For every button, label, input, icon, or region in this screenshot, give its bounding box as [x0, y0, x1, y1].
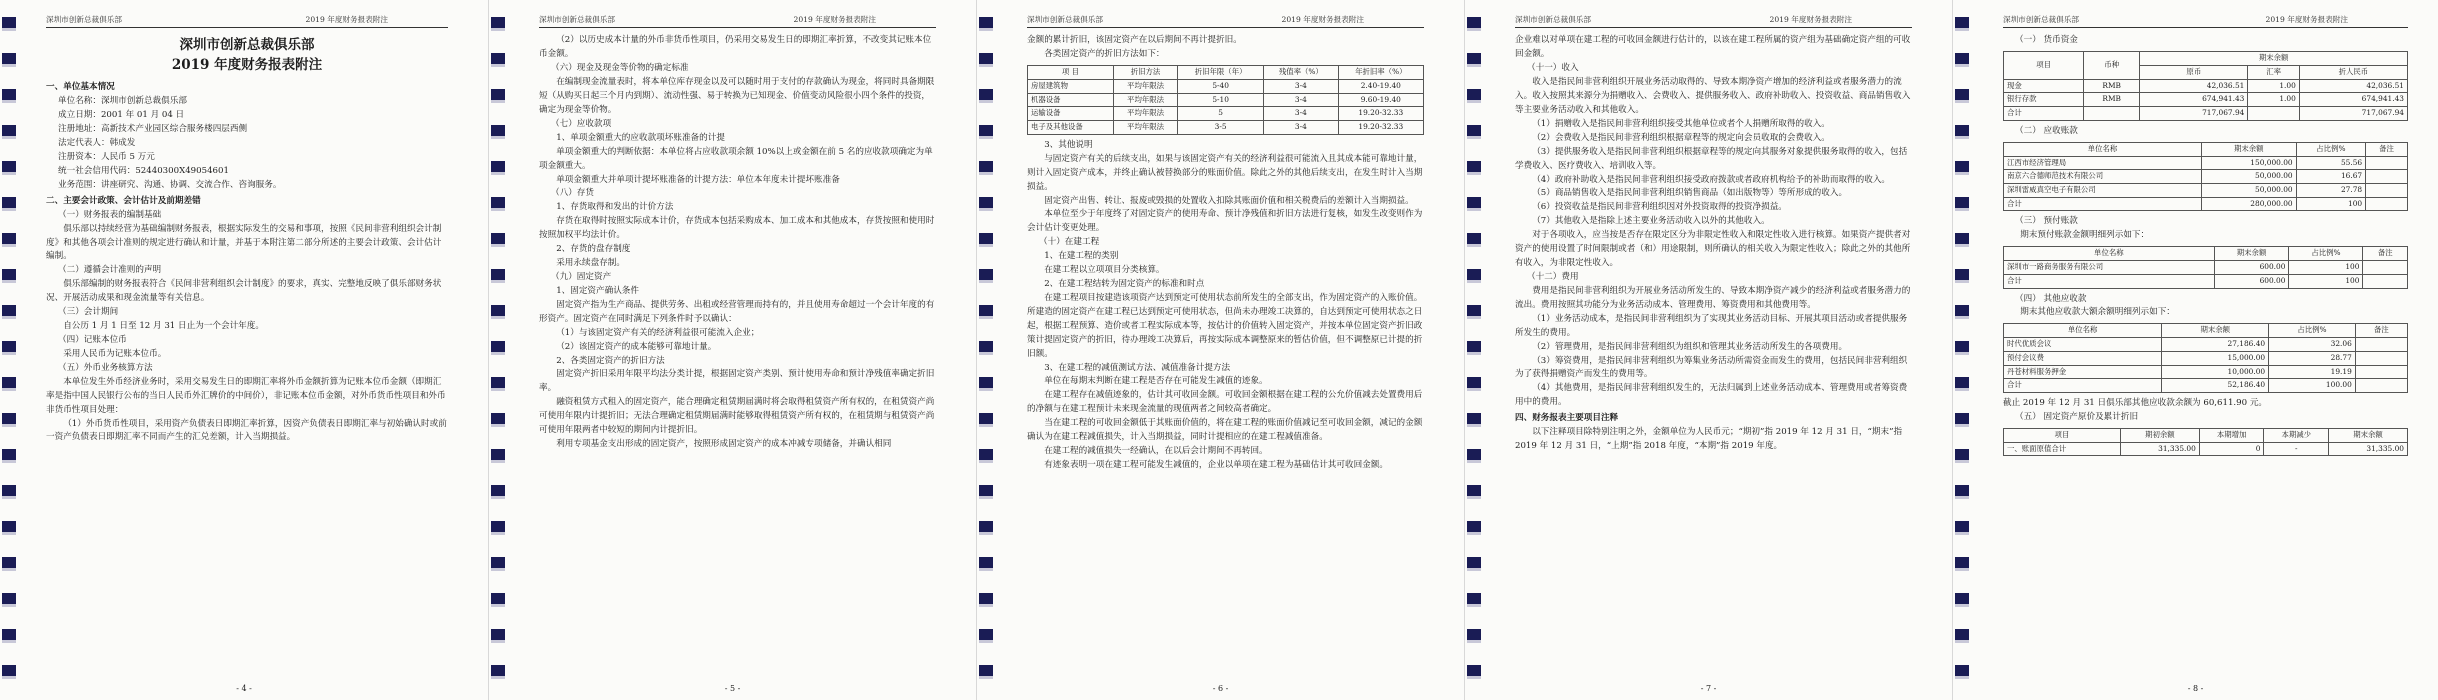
table-header-cell: 期末余额	[2329, 428, 2408, 442]
paragraph: 各类固定资产的折旧方法如下：	[1044, 49, 1165, 60]
table-row	[2004, 442, 2408, 456]
table-cell	[2355, 365, 2407, 379]
table-row	[2004, 261, 2408, 275]
table-header-cell: 期初余额	[2120, 428, 2199, 442]
info-line: 注册资本：人民币 5 万元	[58, 152, 155, 163]
table-cell: 150,000.00	[2201, 156, 2296, 170]
paragraph: 对于各项收入，应当按是否存在限定区分为非限定性收入和限定性收入进行核算。如果资产提供者对资产的使用设置了时间限制或者（和）用途限制，则所确认的相关收入为限定性收入；除此之外的其他所有收入，为非限定性收入。	[1515, 230, 1911, 269]
table-header-cell: 本期增加	[2199, 428, 2264, 442]
table-row	[2004, 379, 2408, 393]
table-row	[2004, 107, 2408, 121]
section-heading: 二、主要会计政策、会计估计及前期差错	[46, 195, 201, 206]
table-cell: 5-40	[1178, 79, 1264, 93]
paragraph: （2）会费收入是指民间非营利组织根据章程等的规定向会员收取的会费收入。	[1532, 132, 1830, 143]
table-cell: 55.56	[2296, 156, 2366, 170]
page-number: - 5 -	[724, 684, 741, 694]
binding-holes	[1467, 8, 1481, 692]
paragraph: 单项金额重大的判断依据：本单位将占应收款项余额 10%以上或金额在前 5 名的应收款项确定为单项金额重大。	[539, 146, 933, 171]
paragraph: 本单位至少于年度终了对固定资产的使用寿命、预计净残值和折旧方法进行复核，如发生改变则作为会计估计变更处理。	[1027, 209, 1423, 234]
document-page-8	[1952, 0, 2438, 700]
header-doc: 2019 年度财务报表附注	[793, 15, 876, 24]
table-header-row	[2004, 247, 2408, 261]
table-cell: 2.40-19.40	[1338, 79, 1423, 93]
table-cell: 丹苍材料服务押金	[2004, 365, 2162, 379]
table-cell: 42,036.51	[2140, 79, 2248, 93]
paragraph: 在建工程以立项项目分类核算。	[1044, 265, 1165, 276]
table-cell: 280,000.00	[2201, 197, 2296, 211]
table-cell: 深圳雷威真空电子有限公司	[2004, 184, 2202, 198]
paragraph: （2）管理费用，是指民间非营利组织为组织和管理其业务活动所发生的各项费用。	[1532, 341, 1848, 352]
table-cell: 100.00	[2269, 379, 2356, 393]
receivables-table	[2003, 142, 2408, 212]
info-line: 统一社会信用代码：52440300X49054601	[58, 165, 229, 176]
subsection-heading: （四） 其他应收款	[2015, 293, 2087, 304]
subsection-heading: （五） 固定资产原价及累计折旧	[2015, 411, 2139, 422]
header-org: 深圳市创新总裁俱乐部	[539, 15, 615, 24]
paragraph: 3、在建工程的减值测试方法、减值准备计提方法	[1044, 362, 1231, 373]
table-header-cell: 折旧年限（年）	[1178, 66, 1264, 80]
info-line: 法定代表人：韩成发	[58, 138, 136, 149]
cash-table	[2003, 51, 2408, 121]
paragraph: 采用永续盘存制。	[556, 258, 625, 269]
paragraph: 固定资产指为生产商品、提供劳务、出租或经营管理而持有的，并且使用寿命超过一个会计年度的有形资产。固定资产在同时满足下列条件时予以确认：	[539, 299, 935, 324]
table-row	[1028, 121, 1424, 135]
table-cell: 42,036.51	[2299, 79, 2407, 93]
paragraph: （2）该固定资产的成本能够可靠地计量。	[556, 341, 717, 352]
header-org: 深圳市创新总裁俱乐部	[2003, 15, 2079, 24]
subsection-heading: （四）记账本位币	[58, 335, 127, 346]
table-cell: 一、账面原值合计	[2004, 442, 2121, 456]
subsection-heading: （十）在建工程	[1039, 237, 1100, 248]
table-cell: 房屋建筑物	[1028, 79, 1114, 93]
paragraph: 在建工程项目按建造该项资产达到预定可使用状态前所发生的全部支出，作为固定资产的入账价值。所建造的固定资产在建工程已达到预定可使用状态，但尚未办理竣工决算的，自达到预定可使用状态之日起，根据工程预算、造价或者工程实际成本等，按估计的价值转入固定资产，并按本单位固定资产折旧政策计提固定资产的折旧，待办理竣工决算后，再按实际成本调整原来的暂估价值，但不调整原已计提的折旧额。	[1027, 292, 1423, 359]
table-cell: 合计	[2004, 379, 2162, 393]
paragraph: 期末其他应收款大额余额明细列示如下：	[2020, 307, 2175, 318]
header-doc: 2019 年度财务报表附注	[1281, 15, 1364, 24]
page-header	[2003, 14, 2408, 28]
paragraph: 1、单项金额重大的应收款项坏账准备的计提	[556, 132, 725, 143]
title-line2: 2019 年度财务报表附注	[171, 56, 323, 73]
subsection-heading: （三）会计期间	[58, 307, 119, 318]
table-header-cell: 折旧方法	[1113, 66, 1177, 80]
header-org: 深圳市创新总裁俱乐部	[46, 15, 122, 24]
table-cell: 5	[1178, 107, 1264, 121]
document-page-6	[976, 0, 1464, 700]
paragraph: （3）筹资费用，是指民间非营利组织为筹集业务活动所需资金而发生的费用，包括民间非营利组织为了获得捐赠资产而发生的费用等。	[1515, 355, 1908, 380]
subsection-heading: （一）财务报表的编制基础	[58, 209, 162, 220]
paragraph: 俱乐部编制的财务报表符合《民间非营利组织会计制度》的要求，真实、完整地反映了俱乐部财务状况、开展活动成果和现金流量等有关信息。	[46, 279, 442, 304]
table-cell: RMB	[2084, 79, 2140, 93]
paragraph: 固定资产折旧采用年限平均法分类计提，根据固定资产类别、预计使用寿命和预计净残值率确定折旧率。	[539, 369, 935, 394]
table-header-cell: 备注	[2366, 142, 2408, 156]
table-header-cell: 单位名称	[2004, 324, 2162, 338]
table-header-cell: 备注	[2363, 247, 2408, 261]
paragraph: 期末预付账款金额明细列示如下：	[2020, 230, 2150, 241]
table-cell	[2366, 184, 2408, 198]
paragraph: 存货在取得时按照实际成本计价，存货成本包括采购成本、加工成本和其他成本，存货按照和使用时按照加权平均法计价。	[539, 216, 935, 241]
subsection-heading: （六）现金及现金等价物的确定标准	[551, 63, 689, 74]
table-header-cell: 备注	[2355, 324, 2407, 338]
table-cell	[2366, 156, 2408, 170]
table-header-cell: 本期减少	[2264, 428, 2329, 442]
paragraph: 1、在建工程的类别	[1044, 251, 1119, 262]
table-cell: 100	[2289, 261, 2363, 275]
paragraph: 2、各类固定资产的折旧方法	[556, 355, 665, 366]
table-cell	[2355, 379, 2407, 393]
table-cell: 南京六合德师范技术有限公司	[2004, 170, 2202, 184]
table-cell: 3-4	[1264, 107, 1339, 121]
paragraph: 利用专项基金支出形成的固定资产，按照形成固定资产的成本冲减专项储备，并确认相同	[556, 439, 892, 450]
table-cell: 52,186.40	[2162, 379, 2269, 393]
table-cell: 28.77	[2269, 351, 2356, 365]
table-header-cell: 原币	[2140, 65, 2248, 79]
table-header-cell: 币种	[2084, 52, 2140, 79]
table-cell: 717,067.94	[2140, 107, 2248, 121]
paragraph: 在编制现金流量表时，将本单位库存现金以及可以随时用于支付的存款确认为现金，将同时具备期限短（从购买日起三个月内到期）、流动性强、易于转换为已知现金、价值变动风险很小四个条件的投资，确定为现金等价物。	[539, 77, 935, 115]
paragraph: 当在建工程的可收回金额低于其账面价值的，将在建工程的账面价值减记至可收回金额，减记的金额确认为在建工程减值损失，计入当期损益，同时计提相应的在建工程减值准备。	[1027, 418, 1423, 443]
paragraph: （7）其他收入是指除上述主要业务活动收入以外的其他收入。	[1532, 216, 1770, 227]
table-header-cell: 占比例%	[2296, 142, 2366, 156]
page-header	[539, 14, 936, 28]
table-cell: 平均年限法	[1113, 107, 1177, 121]
paragraph: （4）其他费用，是指民间非营利组织发生的，无法归属到上述业务活动成本、管理费用或者筹资费用中的费用。	[1515, 383, 1908, 408]
table-row	[2004, 351, 2408, 365]
table-cell: 100	[2296, 197, 2366, 211]
table-cell: 10,000.00	[2162, 365, 2269, 379]
table-cell: 3-4	[1264, 121, 1339, 135]
paragraph: 企业难以对单项在建工程的可收回金额进行估计的，以该在建工程所属的资产组为基础确定资产组的可收回金额。	[1515, 35, 1911, 60]
table-cell: 运输设备	[1028, 107, 1114, 121]
document-page-4	[0, 0, 488, 700]
paragraph: （1）外币货币性项目，采用资产负债表日即期汇率折算，因资产负债表日即期汇率与初始确认时或前一资产负债表日即期汇率不同而产生的汇兑差额，计入当期损益。	[46, 418, 447, 443]
table-cell: 50,000.00	[2201, 170, 2296, 184]
document-page-5	[488, 0, 976, 700]
paragraph: 金额的累计折旧，该固定资产在以后期间不再计提折旧。	[1027, 35, 1242, 46]
page-number: - 4 -	[236, 684, 252, 694]
table-header-cell: 汇率	[2248, 65, 2299, 79]
paragraph: 1、存货取得和发出的计价方法	[556, 202, 674, 213]
table-cell: 合计	[2004, 107, 2084, 121]
subsection-heading: （七）应收款项	[551, 118, 612, 129]
table-cell	[2366, 197, 2408, 211]
table-header-row	[2004, 428, 2408, 442]
table-cell: 31,335.00	[2120, 442, 2199, 456]
table-header-cell: 项目	[2004, 52, 2084, 79]
table-row	[2004, 274, 2408, 288]
table-header-cell: 单位名称	[2004, 142, 2202, 156]
page-header	[1027, 14, 1424, 28]
paragraph: （6）投资收益是指民间非营利组织因对外投资取得的投资净损益。	[1532, 202, 1787, 213]
table-header-row	[2004, 142, 2408, 156]
table-cell: 时代优质会议	[2004, 338, 2162, 352]
table-header-cell: 期末余额	[2201, 142, 2296, 156]
paragraph: 截止 2019 年 12 月 31 日俱乐部其他应收款余额为 60,611.90 元。	[2003, 398, 2268, 409]
table-row	[2004, 197, 2408, 211]
table-cell: 19.20-32.33	[1338, 121, 1423, 135]
document-page-7	[1464, 0, 1952, 700]
fixed-assets-table	[2003, 428, 2408, 456]
table-cell: 19.19	[2269, 365, 2356, 379]
table-cell: 平均年限法	[1113, 121, 1177, 135]
table-cell	[2355, 351, 2407, 365]
table-row	[2004, 338, 2408, 352]
table-header-cell: 项 目	[1028, 66, 1114, 80]
table-header-cell: 期末余额	[2214, 247, 2289, 261]
table-cell	[2366, 170, 2408, 184]
table-cell: 27.78	[2296, 184, 2366, 198]
table-header-cell: 期末余额	[2162, 324, 2269, 338]
subsection-heading: （五）外币业务核算方法	[58, 362, 153, 373]
table-cell: 31,335.00	[2329, 442, 2408, 456]
subsection-heading: （二）遵循会计准则的声明	[58, 265, 162, 276]
table-cell: 机器设备	[1028, 93, 1114, 107]
table-cell: 100	[2289, 274, 2363, 288]
table-row	[2004, 93, 2408, 107]
binding-holes	[491, 8, 505, 692]
table-cell	[2084, 107, 2140, 121]
page-number: - 8 -	[2187, 684, 2204, 694]
binding-holes	[2, 8, 16, 692]
table-cell	[2363, 274, 2408, 288]
table-cell: 16.67	[2296, 170, 2366, 184]
depreciation-table	[1027, 65, 1424, 135]
table-row	[2004, 184, 2408, 198]
paragraph: （4）政府补助收入是指民间非营利组织接受政府拨款或者政府机构给予的补助而取得的收入。	[1532, 174, 1891, 185]
table-cell: 0	[2199, 442, 2264, 456]
table-cell: 合计	[2004, 274, 2215, 288]
paragraph: 2、在建工程结转为固定资产的标准和时点	[1044, 279, 1205, 290]
table-cell: 现金	[2004, 79, 2084, 93]
header-org: 深圳市创新总裁俱乐部	[1027, 15, 1103, 24]
info-line: 单位名称：深圳市创新总裁俱乐部	[58, 96, 187, 107]
table-cell: 717,067.94	[2299, 107, 2407, 121]
table-cell: 27,186.40	[2162, 338, 2269, 352]
table-header-row	[2004, 324, 2408, 338]
table-header-cell: 期末余额	[2140, 52, 2408, 66]
page-header	[46, 14, 448, 28]
table-header-cell: 年折旧率（%）	[1338, 66, 1423, 80]
paragraph: 与固定资产有关的后续支出，如果与该固定资产有关的经济利益很可能流入且其成本能可靠地计量，则计入固定资产成本，并终止确认被替换部分的账面价值。除此之外的其他后续支出，在发生时计入当期损益。	[1027, 153, 1423, 192]
section-heading: 四、财务报表主要项目注释	[1515, 413, 1619, 424]
paragraph: 本单位发生外币经济业务时，采用交易发生日的即期汇率将外币金额折算为记账本位币金额（即期汇率是指中国人民银行公布的当日人民币外汇牌价的中间价），非记账本位币金额，对外币货币性项目和外币非货币性项目处理：	[46, 376, 446, 415]
paragraph: 自公历 1 月 1 日至 12 月 31 日止为一个会计年度。	[63, 321, 264, 332]
table-cell: -	[2264, 442, 2329, 456]
title-line1: 深圳市创新总裁俱乐部	[179, 37, 315, 54]
paragraph: 有迹象表明一项在建工程可能发生减值的，企业以单项在建工程为基础估计其可收回金额。	[1044, 460, 1388, 471]
table-cell	[2363, 261, 2408, 275]
paragraph: 固定资产出售、转让、报废或毁损的处置收入扣除其账面价值和相关税费后的差额计入当期损益。	[1044, 195, 1414, 206]
table-cell: 1.00	[2248, 93, 2299, 107]
info-line: 注册地址：高新技术产业园区综合服务楼四层西侧	[58, 124, 248, 135]
table-cell: 电子及其他设备	[1028, 121, 1114, 135]
table-cell: 5-10	[1178, 93, 1264, 107]
paragraph: （1）与该固定资产有关的经济利益很可能流入企业；	[556, 327, 760, 338]
table-row	[2004, 156, 2408, 170]
table-cell: 平均年限法	[1113, 79, 1177, 93]
binding-holes	[979, 8, 993, 692]
table-cell: 9.60-19.40	[1338, 93, 1423, 107]
other-receivables-table	[2003, 323, 2408, 393]
paragraph: 单位在每期末判断在建工程是否存在可能发生减值的迹象。	[1044, 376, 1268, 387]
table-header-cell: 项目	[2004, 428, 2121, 442]
binding-holes	[1955, 8, 1969, 692]
paragraph: 在建工程存在减值迹象的，估计其可收回金额。可收回金额根据在建工程的公允价值减去处置费用后的净额与在建工程预计未来现金流量的现值两者之间较高者确定。	[1027, 390, 1423, 415]
header-org: 深圳市创新总裁俱乐部	[1515, 15, 1591, 24]
info-line: 成立日期：2001 年 01 月 04 日	[58, 110, 185, 121]
info-line: 业务范围：讲座研究、沟通、协调、交流合作、咨询服务。	[58, 179, 282, 190]
header-doc: 2019 年度财务报表附注	[2265, 15, 2348, 24]
table-cell: 32.06	[2269, 338, 2356, 352]
table-row	[2004, 79, 2408, 93]
subsection-heading: （十二）费用	[1527, 271, 1579, 282]
paragraph: 单项金额重大并单项计提坏账准备的计提方法：单位本年度未计提坏账准备	[556, 174, 840, 185]
table-cell: 3-5	[1178, 121, 1264, 135]
paragraph: 3、其他说明	[1044, 139, 1093, 150]
paragraph: 费用是指民间非营利组织为开展业务活动所发生的、导致本期净资产减少的经济利益或者服务潜力的流出。费用按照其功能分为业务活动成本、管理费用、筹资费用和其他费用等。	[1515, 285, 1911, 310]
table-header-row	[2004, 52, 2408, 66]
table-cell: 3-4	[1264, 93, 1339, 107]
section-heading: 一、单位基本情况	[46, 82, 115, 93]
paragraph: 以下注释项目除特别注明之外，金额单位为人民币元；“期初”指 2019 年 12 月 31 日，“期末”指 2019 年 12 月 31 日，“上期”指 2018 年度，“本期”指 2019 年度。	[1515, 427, 1903, 452]
table-header-cell: 单位名称	[2004, 247, 2215, 261]
header-doc: 2019 年度财务报表附注	[305, 15, 388, 24]
table-cell	[2355, 338, 2407, 352]
page-number: - 7 -	[1700, 684, 1717, 694]
table-header-row	[1028, 66, 1424, 80]
table-cell	[2248, 107, 2299, 121]
paragraph: 2、存货的盘存制度	[556, 244, 631, 255]
table-cell: 平均年限法	[1113, 93, 1177, 107]
table-row	[2004, 170, 2408, 184]
table-cell: 3-4	[1264, 79, 1339, 93]
page-header	[1515, 14, 1912, 28]
table-cell: 50,000.00	[2201, 184, 2296, 198]
paragraph: （2）以历史成本计量的外币非货币性项目，仍采用交易发生日的即期汇率折算，不改变其记账本位币金额。	[539, 35, 932, 60]
table-cell: 预付会议费	[2004, 351, 2162, 365]
table-cell: 600.00	[2214, 274, 2289, 288]
subsection-heading: （二） 应收账款	[2015, 125, 2078, 136]
paragraph: 收入是指民间非营利组织开展业务活动取得的、导致本期净资产增加的经济利益或者服务潜力的流入。收入按照其来源分为捐赠收入、会费收入、提供服务收入、政府补助收入、投资收益、商品销售收入等主要业务活动收入和其他收入。	[1515, 77, 1911, 115]
table-cell: 600.00	[2214, 261, 2289, 275]
table-cell: RMB	[2084, 93, 2140, 107]
table-cell: 1.00	[2248, 79, 2299, 93]
table-row	[2004, 365, 2408, 379]
table-cell: 674,941.43	[2299, 93, 2407, 107]
table-header-cell: 占比例%	[2289, 247, 2363, 261]
subsection-heading: （九）固定资产	[551, 271, 612, 282]
subsection-heading: （三） 预付账款	[2015, 216, 2078, 227]
subsection-heading: （一） 货币资金	[2015, 35, 2078, 46]
paragraph: 融资租赁方式租入的固定资产，能合理确定租赁期届满时将会取得租赁资产所有权的，在租赁资产尚可使用年限内计提折旧；无法合理确定租赁期届满时能够取得租赁资产所有权的，在租赁期与租赁资产尚可使用年限两者中较短的期间内计提折旧。	[539, 397, 935, 436]
table-cell: 银行存款	[2004, 93, 2084, 107]
paragraph: （5）商品销售收入是指民间非营利组织销售商品（如出版物等）等所形成的收入。	[1532, 188, 1848, 199]
paragraph: 俱乐部以持续经营为基础编制财务报表，根据实际发生的交易和事项，按照《民间非营利组织会计制度》和其他各项会计准则的规定进行确认和计量，并基于本附注第二部分所述的主要会计政策、会计估计编制。	[46, 223, 442, 262]
paragraph: 采用人民币为记账本位币。	[63, 348, 167, 359]
table-row	[1028, 79, 1424, 93]
paragraph: 在建工程的减值损失一经确认，在以后会计期间不再转回。	[1044, 446, 1268, 457]
paragraph: （3）提供服务收入是指民间非营利组织根据章程等的规定向其服务对象提供服务取得的收入，包括学费收入、医疗费收入、培训收入等。	[1515, 146, 1908, 171]
prepayments-table	[2003, 246, 2408, 288]
table-cell: 江西市经济管理局	[2004, 156, 2202, 170]
paragraph: （1）捐赠收入是指民间非营利组织接受其他单位或者个人捐赠所取得的收入。	[1532, 118, 1830, 129]
table-cell: 合计	[2004, 197, 2202, 211]
table-row	[1028, 107, 1424, 121]
paragraph: （1）业务活动成本，是指民间非营利组织为了实现其业务活动目标、开展其项目活动或者提供服务所发生的费用。	[1515, 313, 1908, 338]
page-number: - 6 -	[1212, 684, 1229, 694]
table-header-cell: 残值率（%）	[1264, 66, 1339, 80]
header-doc: 2019 年度财务报表附注	[1769, 15, 1852, 24]
subsection-heading: （十一）收入	[1527, 63, 1579, 74]
table-cell: 19.20-32.33	[1338, 107, 1423, 121]
document-title	[46, 36, 448, 75]
table-cell: 15,000.00	[2162, 351, 2269, 365]
subsection-heading: （八）存货	[551, 188, 594, 199]
table-header-cell: 折人民币	[2299, 65, 2407, 79]
table-row	[1028, 93, 1424, 107]
table-cell: 674,941.43	[2140, 93, 2248, 107]
table-header-cell: 占比例%	[2269, 324, 2356, 338]
paragraph: 1、固定资产确认条件	[556, 285, 639, 296]
table-cell: 深圳市一路商务服务有限公司	[2004, 261, 2215, 275]
